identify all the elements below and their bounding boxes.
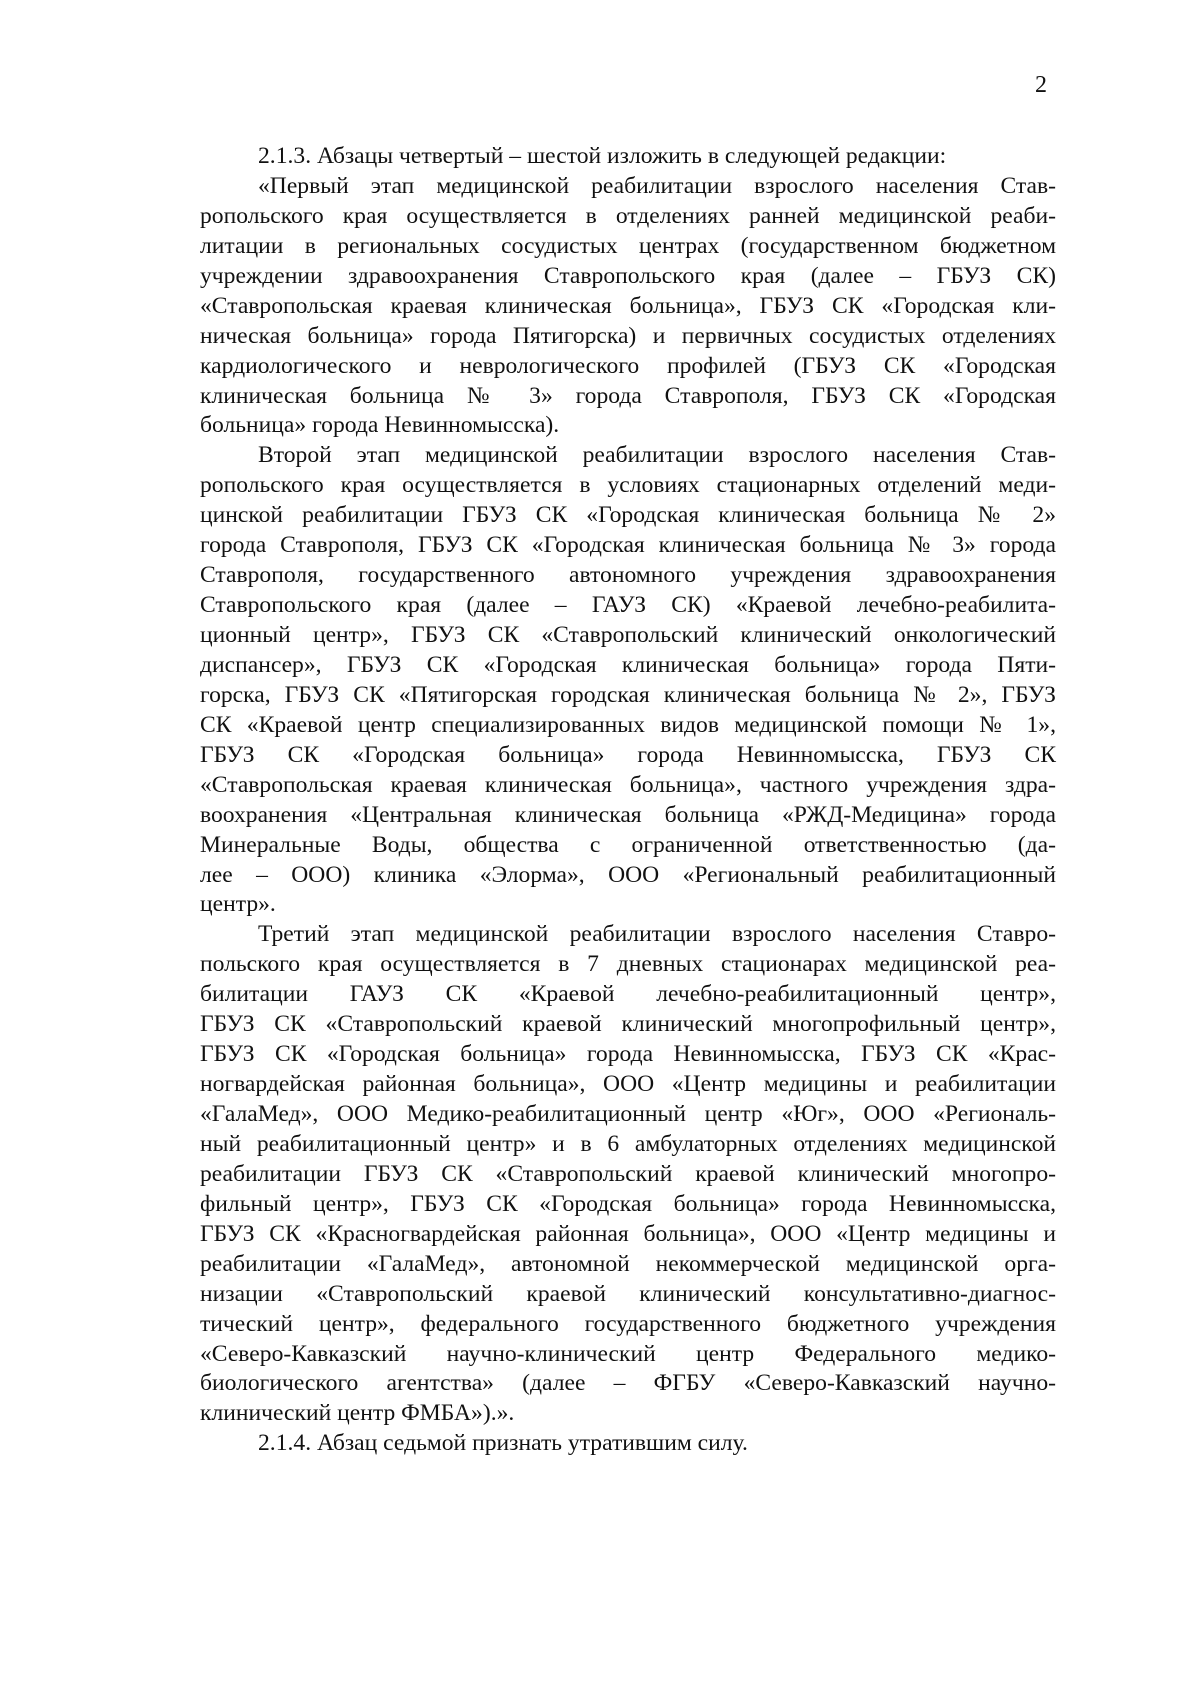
text-line: «Северо-Кавказский научно-клинический центр Федерального медико- [200,1340,1056,1367]
text-line: воохранения «Центральная клиническая больница «РЖД-Медицина» города [200,801,1056,828]
text-line: реабилитации ГБУЗ СК «Ставропольский краевой клинический многопро- [200,1160,1056,1187]
text-line: «Ставропольская краевая клиническая больница», частного учреждения здра- [200,771,1056,798]
text-line: ГБУЗ СК «Красногвардейская районная больница», ООО «Центр медицины и [200,1220,1056,1247]
text-line: ропольского края осуществляется в условиях стационарных отделений меди- [200,472,1056,499]
text-line: учреждении здравоохранения Ставропольского края (далее – ГБУЗ СК) [200,262,1056,289]
text-line: польского края осуществляется в 7 дневных стационарах медицинской реа- [200,951,1056,978]
paragraph [200,142,1056,172]
text-line: биологического агентства» (далее – ФГБУ «Северо-Кавказский научно- [200,1370,1056,1397]
text-line: ГБУЗ СК «Городская больница» города Невинномысска, ГБУЗ СК «Крас- [200,1041,1056,1068]
text-line: билитации ГАУЗ СК «Краевой лечебно-реабилитационный центр», [200,981,1056,1008]
text-line: Минеральные Воды, общества с ограниченной ответственностью (да- [200,831,1056,858]
text-line: Ставропольского края (далее – ГАУЗ СК) «Краевой лечебно-реабилита- [200,592,1056,619]
text-line: больница» города Невинномысска). [200,412,560,439]
text-line: ГБУЗ СК «Городская больница» города Невинномысска, ГБУЗ СК [200,741,1056,768]
text-line: тический центр», федерального государственного бюджетного учреждения [200,1310,1056,1337]
text-line: СК «Краевой центр специализированных видов медицинской помощи № 1», [200,711,1056,738]
text-line: Ставрополя, государственного автономного учреждения здравоохранения [200,562,1056,589]
document-body [200,142,1056,1459]
page-number: 2 [1035,72,1047,98]
text-line: фильный центр», ГБУЗ СК «Городская больница» города Невинномысска, [200,1190,1056,1217]
paragraph [200,172,1056,441]
text-line: ный реабилитационный центр» и в 6 амбулаторных отделениях медицинской [200,1130,1056,1157]
text-line: горска, ГБУЗ СК «Пятигорская городская клиническая больница № 2», ГБУЗ [200,681,1056,708]
text-line: ногвардейская районная больница», ООО «Центр медицины и реабилитации [200,1071,1056,1098]
text-line: «Ставропольская краевая клиническая больница», ГБУЗ СК «Городская кли- [200,292,1056,319]
text-line: кардиологического и неврологического профилей (ГБУЗ СК «Городская [200,352,1056,379]
text-line: ционный центр», ГБУЗ СК «Ставропольский клинический онкологический [200,622,1056,648]
text-line: ГБУЗ СК «Ставропольский краевой клинический многопрофильный центр», [200,1011,1056,1038]
text-line: города Ставрополя, ГБУЗ СК «Городская клиническая больница № 3» города [200,532,1056,559]
text-line: Третий этап медицинской реабилитации взрослого населения Ставро- [258,921,1056,948]
text-line: реабилитации «ГалаМед», автономной некоммерческой медицинской орга- [200,1250,1056,1277]
text-line: цинской реабилитации ГБУЗ СК «Городская клиническая больница № 2» [200,502,1056,529]
paragraph [200,441,1056,920]
text-line: клинический центр ФМБА»).». [200,1400,515,1427]
paragraph [200,920,1056,1429]
paragraph [200,1429,1056,1459]
text-line: ническая больница» города Пятигорска) и первичных сосудистых отделениях [200,322,1056,349]
text-line: «ГалаМед», ООО Медико-реабилитационный центр «Юг», ООО «Региональ- [200,1101,1056,1127]
text-line: низации «Ставропольский краевой клинический консультативно-диагнос- [200,1280,1056,1307]
text-line: «Первый этап медицинской реабилитации взрослого населения Став- [258,172,1056,199]
text-line: ропольского края осуществляется в отделениях ранней медицинской реаби- [200,202,1056,229]
text-line: клиническая больница № 3» города Ставрополя, ГБУЗ СК «Городская [200,382,1056,409]
text-line: 2.1.3. Абзацы четвертый – шестой изложить в следующей редакции: [258,143,947,169]
text-line: 2.1.4. Абзац седьмой признать утратившим силу. [258,1430,748,1457]
text-line: Второй этап медицинской реабилитации взрослого населения Став- [258,442,1056,469]
text-line: лее – ООО) клиника «Элорма», ООО «Региональный реабилитационный [200,861,1056,888]
text-line: центр». [200,891,276,918]
text-line: диспансер», ГБУЗ СК «Городская клиническая больница» города Пяти- [200,651,1056,678]
text-line: литации в региональных сосудистых центрах (государственном бюджетном [200,232,1056,259]
